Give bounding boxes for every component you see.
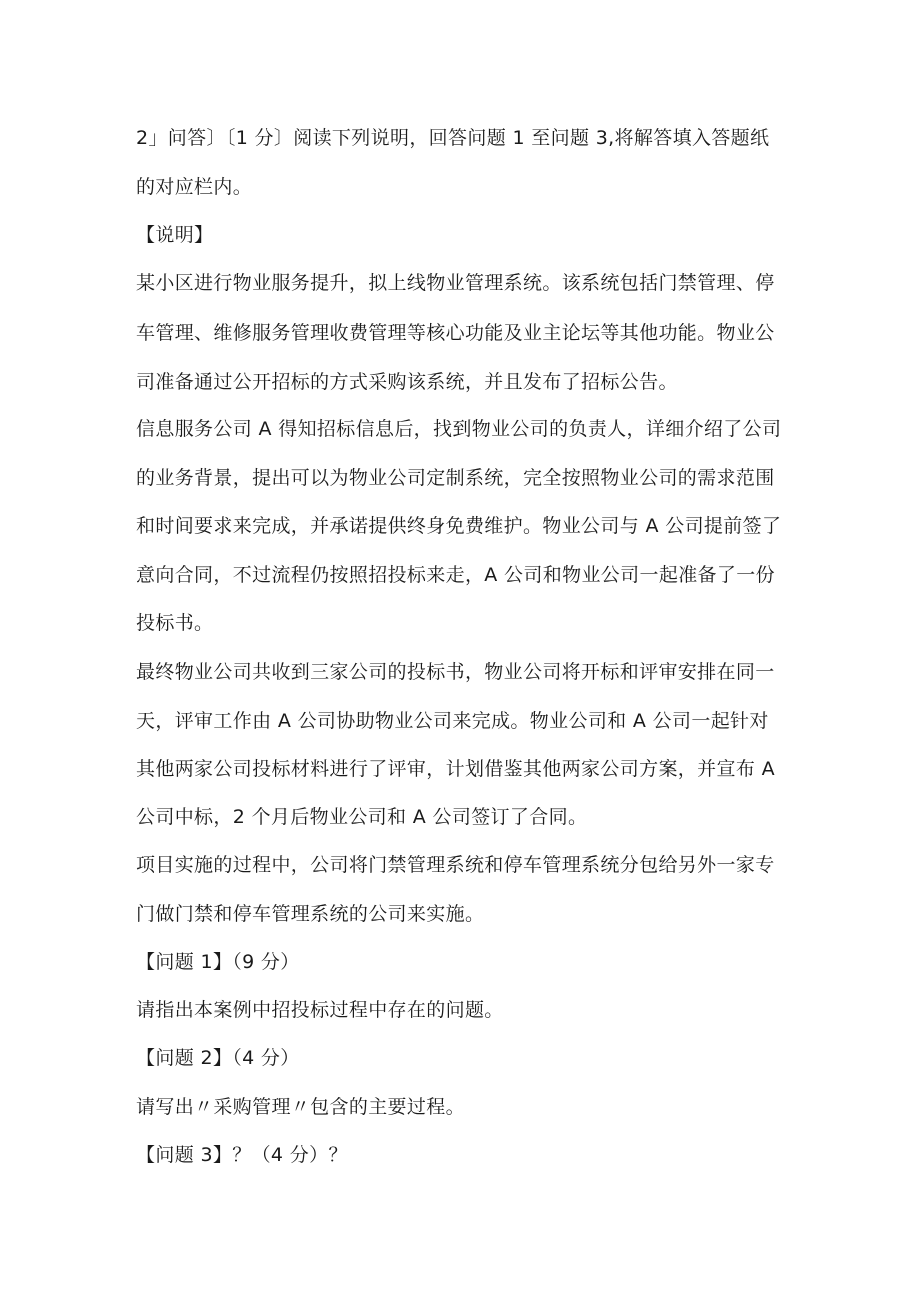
paragraph2-line-3: 和时间要求来完成，并承诺提供终身免费维护。物业公司与 A 公司提前签了 xyxy=(136,515,782,537)
intro-line-1: 2」问答〕〔1 分〕阅读下列说明，回答问题 1 至问题 3,将解答填入答题纸 xyxy=(136,127,770,149)
paragraph3-line-3: 其他两家公司投标材料进行了评审，计划借鉴其他两家公司方案，并宣布 A xyxy=(136,758,775,780)
section-heading: 【说明】 xyxy=(136,224,214,246)
paragraph4-line-2: 门做门禁和停车管理系统的公司来实施。 xyxy=(136,903,485,925)
paragraph2-line-2: 的业务背景，提出可以为物业公司定制系统，完全按照物业公司的需求范围 xyxy=(136,467,775,489)
question2-text: 请写出〃采购管理〃包含的主要过程。 xyxy=(136,1096,465,1118)
question2-heading: 【问题 2】（4 分） xyxy=(136,1047,300,1069)
paragraph1-line-1: 某小区进行物业服务提升，拟上线物业管理系统。该系统包括门禁管理、停 xyxy=(136,272,775,294)
question1-heading: 【问题 1】（9 分） xyxy=(136,951,300,973)
question3-heading: 【问题 3】？（4 分）？ xyxy=(136,1144,348,1166)
paragraph3-line-4: 公司中标，2 个月后物业公司和 A 公司签订了合同。 xyxy=(136,806,588,828)
paragraph4-line-1: 项目实施的过程中，公司将门禁管理系统和停车管理系统分包给另外一家专 xyxy=(136,854,775,876)
paragraph1-line-3: 司准备通过公开招标的方式采购该系统，并且发布了招标公告。 xyxy=(136,371,678,393)
paragraph1-line-2: 车管理、维修服务管理收费管理等核心功能及业主论坛等其他功能。物业公 xyxy=(136,322,775,344)
intro-line-2: 的对应栏内。 xyxy=(136,176,253,198)
paragraph3-line-1: 最终物业公司共收到三家公司的投标书，物业公司将开标和评审安排在同一 xyxy=(136,661,775,683)
paragraph3-line-2: 天，评审工作由 A 公司协助物业公司来完成。物业公司和 A 公司一起针对 xyxy=(136,710,769,732)
paragraph2-line-1: 信息服务公司 A 得知招标信息后，找到物业公司的负责人，详细介绍了公司 xyxy=(136,418,782,440)
paragraph2-line-4: 意向合同，不过流程仍按照招投标来走，A 公司和物业公司一起准备了一份 xyxy=(136,564,775,586)
question1-text: 请指出本案例中招投标过程中存在的问题。 xyxy=(136,999,504,1021)
paragraph2-line-5: 投标书。 xyxy=(136,612,214,634)
